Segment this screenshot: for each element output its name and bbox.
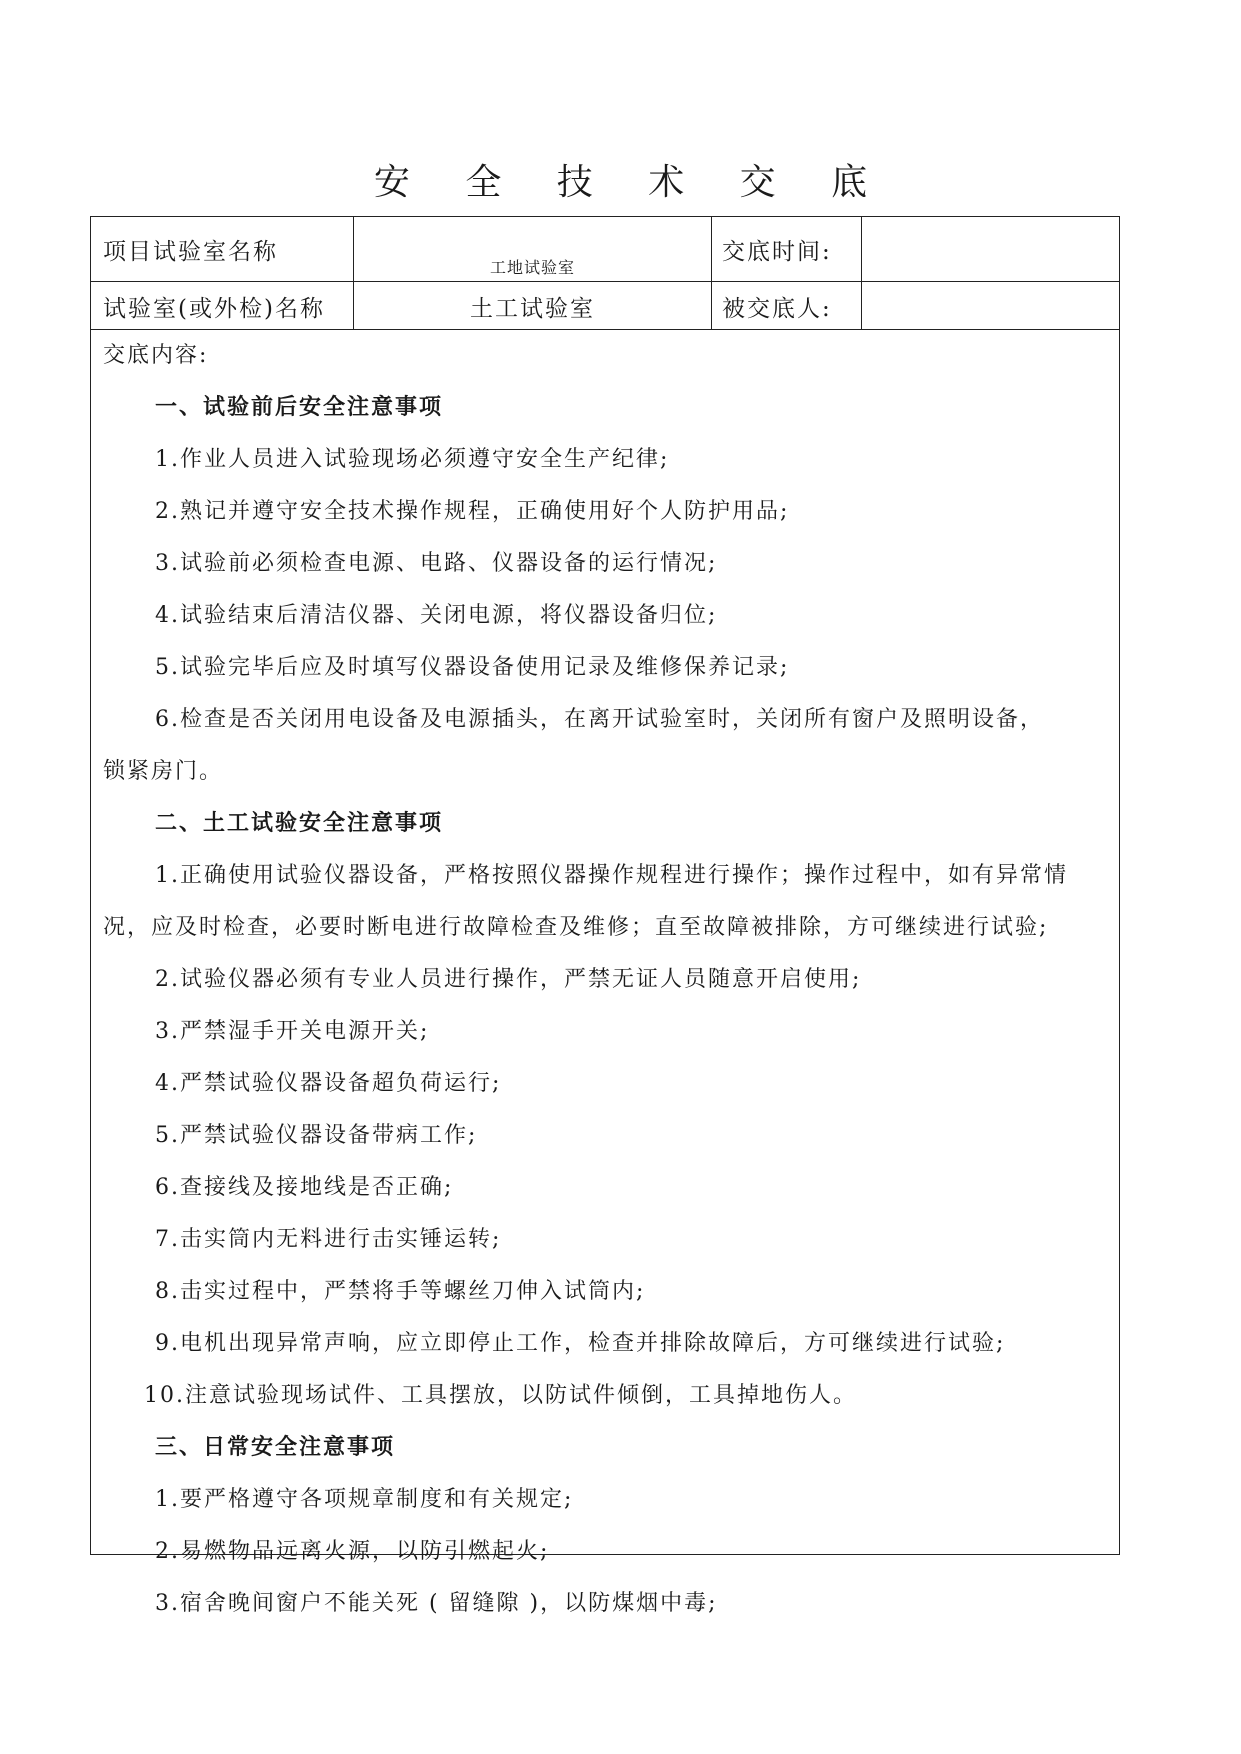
section-heading: 二、土工试验安全注意事项 — [155, 811, 444, 836]
section-heading: 一、试验前后安全注意事项 — [155, 395, 444, 420]
list-item: 5.试验完毕后应及时填写仪器设备使用记录及维修保养记录; — [155, 655, 790, 680]
header-row-2 — [91, 282, 1119, 330]
header-row-1 — [91, 217, 1119, 282]
list-item: 6.查接线及接地线是否正确; — [155, 1175, 454, 1200]
time-value-cell — [862, 217, 1119, 281]
list-item: 3.试验前必须检查电源、电路、仪器设备的运行情况; — [155, 551, 718, 576]
room-value: 土工试验室 — [470, 296, 595, 322]
list-item: 7.击实筒内无料进行击实锤运转; — [155, 1227, 502, 1252]
list-item: 1.作业人员进入试验现场必须遵守安全生产纪律; — [155, 447, 670, 472]
disclosure-table — [90, 216, 1120, 1616]
list-item: 2.试验仪器必须有专业人员进行操作，严禁无证人员随意开启使用; — [155, 967, 862, 992]
time-label: 交底时间: — [722, 239, 832, 265]
list-item: 1.正确使用试验仪器设备，严格按照仪器操作规程进行操作；操作过程中，如有异常情 — [155, 863, 1068, 888]
time-label-cell — [712, 217, 862, 281]
room-value-cell — [354, 282, 712, 329]
recipient-value-cell — [862, 282, 1119, 329]
room-label-cell — [91, 282, 354, 329]
list-item: 1.要严格遵守各项规章制度和有关规定; — [155, 1487, 574, 1512]
list-item: 2.易燃物品远离火源，以防引燃起火; — [155, 1539, 550, 1564]
recipient-label-cell — [712, 282, 862, 329]
list-item: 4.严禁试验仪器设备超负荷运行; — [155, 1071, 502, 1096]
list-item: 5.严禁试验仪器设备带病工作; — [155, 1123, 478, 1148]
content-label: 交底内容: — [103, 343, 209, 368]
list-item-continuation: 锁紧房门。 — [103, 759, 224, 784]
page-title: 安 全 技 术 交 底 — [373, 162, 890, 203]
list-item: 8.击实过程中，严禁将手等螺丝刀伸入试筒内; — [155, 1279, 646, 1304]
list-item: 3.宿舍晚间窗户不能关死 ( 留缝隙 )，以防煤烟中毒; — [155, 1591, 718, 1616]
recipient-label: 被交底人: — [722, 296, 832, 322]
disclosure-content — [91, 330, 1119, 1630]
project-lab-label-cell — [91, 217, 354, 281]
project-lab-label: 项目试验室名称 — [103, 239, 278, 265]
list-item: 9.电机出现异常声响，应立即停止工作，检查并排除故障后，方可继续进行试验; — [155, 1331, 1006, 1356]
project-lab-value: 工地试验室 — [489, 258, 575, 277]
list-item: 2.熟记并遵守安全技术操作规程，正确使用好个人防护用品; — [155, 499, 790, 524]
list-item: 6.检查是否关闭用电设备及电源插头，在离开试验室时，关闭所有窗户及照明设备， — [155, 707, 1044, 732]
list-item: 10.注意试验现场试件、工具摆放，以防试件倾倒，工具掉地伤人。 — [144, 1383, 857, 1408]
list-item-continuation: 况，应及时检查，必要时断电进行故障检查及维修；直至故障被排除，方可继续进行试验; — [103, 915, 1049, 940]
room-label: 试验室(或外检)名称 — [103, 296, 325, 322]
section-heading: 三、日常安全注意事项 — [155, 1435, 396, 1460]
project-lab-value-cell — [354, 217, 712, 281]
list-item: 4.试验结束后清洁仪器、关闭电源，将仪器设备归位; — [155, 603, 718, 628]
list-item: 3.严禁湿手开关电源开关; — [155, 1019, 430, 1044]
